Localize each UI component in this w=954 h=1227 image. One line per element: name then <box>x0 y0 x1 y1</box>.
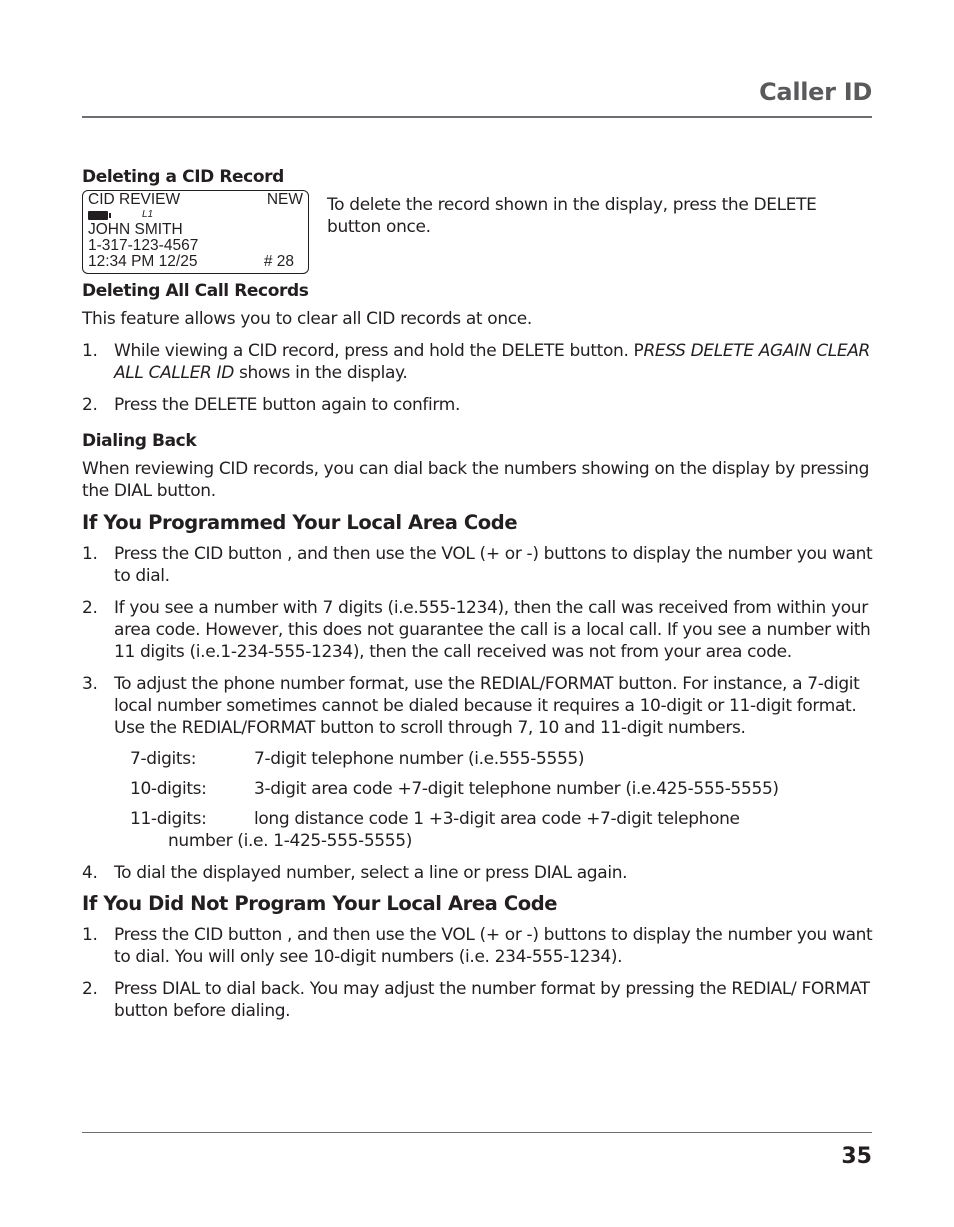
delete-record-heading: Deleting a CID Record <box>82 167 284 187</box>
lcd-line-indicator: L1 <box>142 209 154 220</box>
not-programmed-heading: If You Did Not Program Your Local Area Code <box>82 892 558 915</box>
programmed-heading: If You Programmed Your Local Area Code <box>82 511 518 534</box>
list-item: 4. To dial the displayed number, select a line or press DIAL again. <box>82 863 628 883</box>
page-header-title: Caller ID <box>759 78 872 106</box>
page-number: 35 <box>841 1144 872 1169</box>
cid-display-illustration <box>82 190 309 274</box>
programmed-step-4 <box>82 862 874 884</box>
header-rule <box>82 116 872 118</box>
page-content <box>82 166 874 1022</box>
delete-all-heading: Deleting All Call Records <box>82 281 309 301</box>
dialing-back-text: When reviewing CID records, you can dial back the numbers showing on the display by pressing the DIAL button. <box>82 459 870 501</box>
list-item: 2. Press DIAL to dial back. You may adjust the number format by pressing the REDIAL/ FORMAT button before dialing. <box>82 979 870 1021</box>
lcd-caller-number: 1-317-123-4567 <box>88 237 199 254</box>
delete-record-section <box>82 190 874 274</box>
not-programmed-steps <box>82 924 874 1022</box>
list-item: 2. If you see a number with 7 digits (i.e.555-1234), then the call was received from within your area code. However, this does not guarantee the call is a local call. If you see a number with 11 digits (i.e.1-234-555-1234), then the call received was not from your area code. <box>82 598 871 662</box>
format-row: 11-digits: long distance code 1 +3-digit area code +7-digit telephone number (i.e. 1-425-555-5555) <box>130 809 740 851</box>
format-row: 7-digits: 7-digit telephone number (i.e.555-5555) <box>130 749 585 769</box>
lcd-record-number: # 28 <box>263 253 294 270</box>
battery-icon <box>88 211 108 220</box>
lcd-datetime: 12:34 PM 12/25 <box>88 253 198 270</box>
list-item: 1. Press the CID button , and then use the VOL (+ or -) buttons to display the number you want to dial. <box>82 544 873 586</box>
lcd-caller-name: JOHN SMITH <box>88 221 183 238</box>
list-item: 1. Press the CID button , and then use the VOL (+ or -) buttons to display the number you want to dial. You will only see 10-digit numbers (i.e. 234-555-1234). <box>82 925 873 967</box>
lcd-new-badge: NEW <box>266 191 303 208</box>
lcd-mode-label: CID REVIEW <box>88 191 181 208</box>
delete-all-steps <box>82 340 874 416</box>
list-item: 2. Press the DELETE button again to confirm. <box>82 395 461 415</box>
footer-rule <box>82 1132 872 1133</box>
list-item: 1. While viewing a CID record, press and hold the DELETE button. PRESS DELETE AGAIN CLEAR ALL CALLER ID shows in the display. <box>82 341 871 383</box>
delete-record-description: To delete the record shown in the display, press the DELETE button once. <box>327 195 817 237</box>
dialing-back-heading: Dialing Back <box>82 431 197 451</box>
delete-all-intro: This feature allows you to clear all CID records at once. <box>82 309 532 329</box>
format-row: 10-digits: 3-digit area code +7-digit telephone number (i.e.425-555-5555) <box>130 779 779 799</box>
list-item: 3. To adjust the phone number format, use the REDIAL/FORMAT button. For instance, a 7-digit local number sometimes cannot be dialed because it requires a 10-digit or 11-digit format. Use the REDIAL/FORMAT button to scroll through 7, 10 and 11-digit numbers. <box>82 674 860 738</box>
format-list <box>82 748 874 852</box>
programmed-steps <box>82 543 874 739</box>
